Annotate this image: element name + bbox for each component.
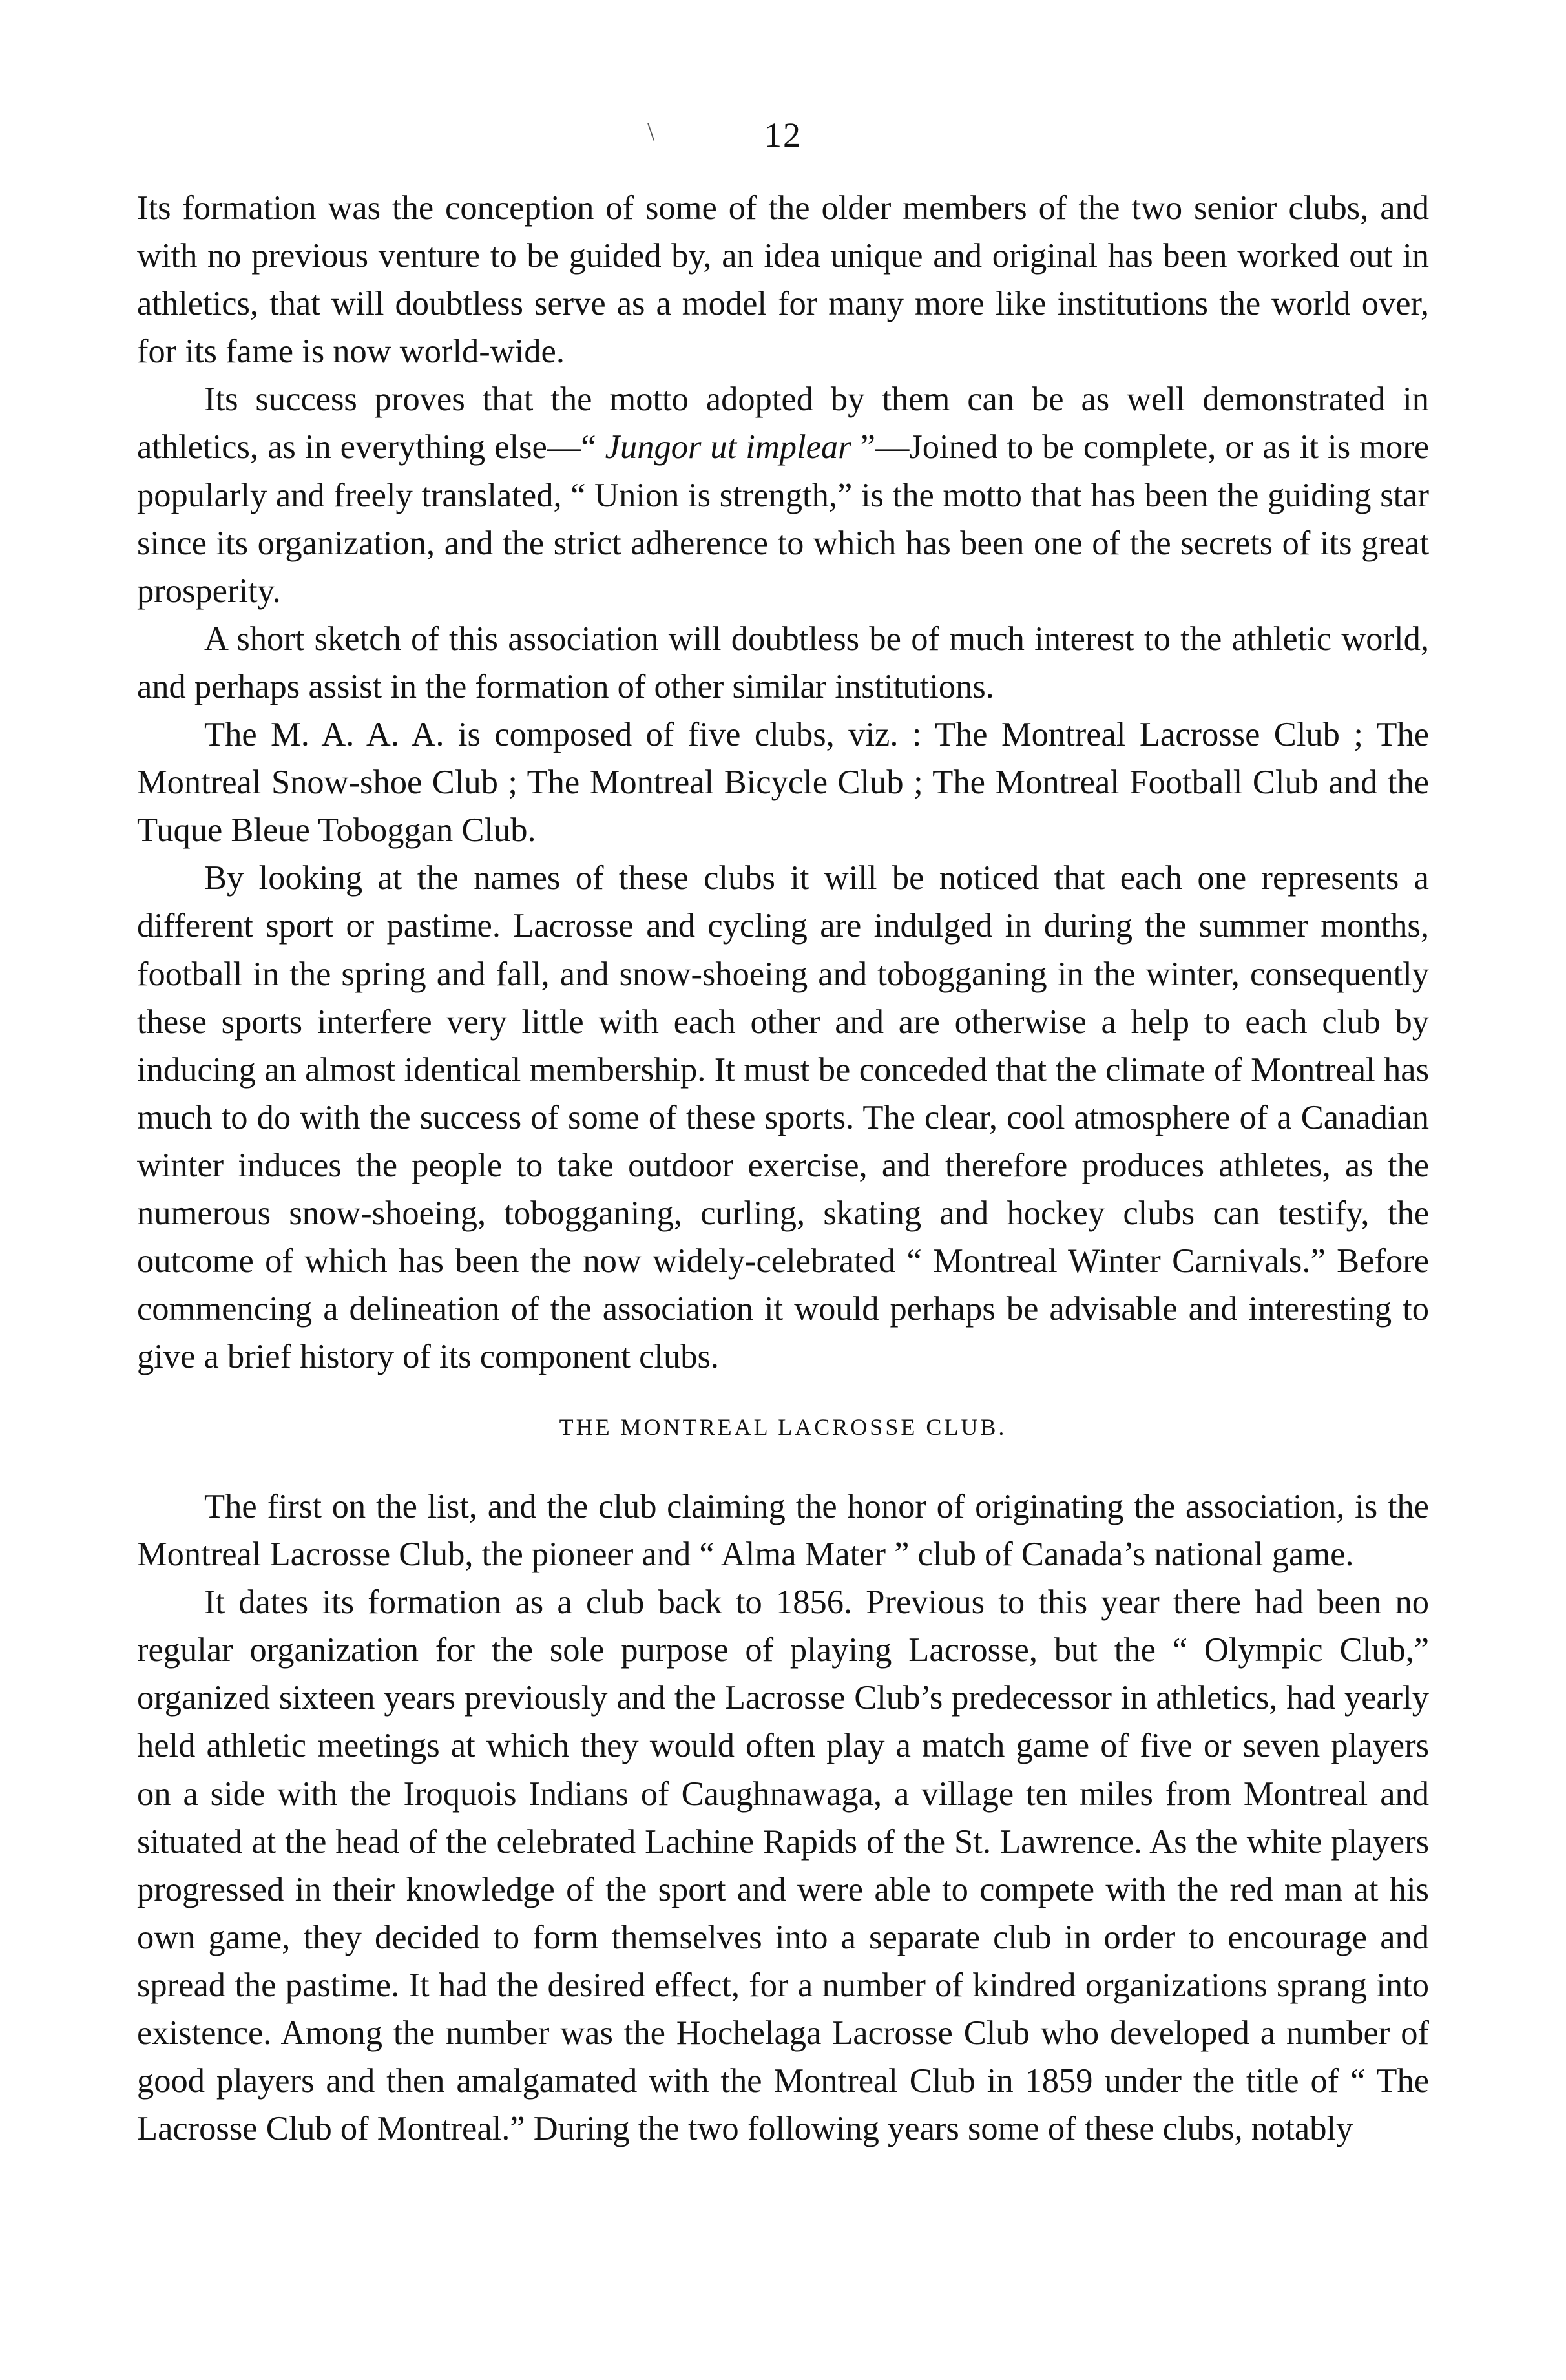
section-heading: THE MONTREAL LACROSSE CLUB. bbox=[559, 1414, 1007, 1440]
latin-motto: Jungor ut implear bbox=[605, 428, 851, 466]
paragraph: By looking at the names of these clubs it will be noticed that each one represents a different sport or pastime. Lacrosse and cycling are indulged in during the summer months, football in the spring and fall, and snow-shoeing and tobogganing in the winter, consequently these sports interfere very little with each other and are otherwise a help to each club by inducing an almost identical membership. It must be conceded that the climate of Montreal has much to do with the success of some of these sports. The clear, cool atmosphere of a Canadian winter induces the people to take outdoor exercise, and therefore produces athletes, as the numerous snow-shoeing, tobogganing, curling, skating and hockey clubs can testify, the outcome of which has been the now widely-celebrated “ Montreal Winter Carnivals.” Before commencing a delineation of the association it would perhaps be advisable and interesting to give a brief history of its component clubs. bbox=[137, 859, 1429, 1376]
body-text-lower bbox=[137, 1483, 1429, 2153]
body-text-upper bbox=[137, 184, 1429, 1381]
paragraph: Its formation was the conception of some of the older members of the two senior clubs, and with no previous venture to be guided by, an idea unique and original has been worked out in athletics, that will doubtless serve as a model for many more like institutions the world over, for its fame is now world-wide. bbox=[137, 189, 1429, 371]
paragraph: Its success proves that the motto adopted by them can be as well demonstrated in athletics, as in everything else—“ Jungor ut implear ”—Joined to be complete, or as it is more popularly and freely translated, “ Union is strength,” is the motto that has been the guiding star since its organization, and the strict adherence to which has been one of the secrets of its great prosperity. bbox=[137, 381, 1430, 610]
paragraph: The first on the list, and the club claiming the honor of originating the association, is the Montreal Lacrosse Club, the pioneer and “ Alma Mater ” club of Canada’s national game. bbox=[137, 1488, 1429, 1574]
stray-mark: \ bbox=[647, 117, 655, 146]
page-number: 12 bbox=[764, 116, 802, 154]
paragraph: It dates its formation as a club back to 1856. Previous to this year there had been no regular organization for the sole purpose of playing Lacrosse, but the “ Olympic Club,” organized sixteen years previously and the Lacrosse Club’s predecessor in athletics, had yearly held athletic meetings at which they would often play a match game of five or seven players on a side with the Iroquois Indians of Caughnawaga, a village ten miles from Montreal and situated at the head of the celebrated Lachine Rapids of the St. Lawrence. As the white players progressed in their knowledge of the sport and were able to compete with the red man at his own game, they decided to form themselves into a separate club in order to encourage and spread the pastime. It had the desired effect, for a number of kindred organizations sprang into existence. Among the number was the Hochelaga Lacrosse Club who developed a number of good players and then amalgamated with the Montreal Club in 1859 under the title of “ The Lacrosse Club of Montreal.” During the two following years some of these clubs, notably bbox=[137, 1583, 1429, 2148]
paragraph: The M. A. A. A. is composed of five clubs, viz. : The Montreal Lacrosse Club ; The Montreal Snow-shoe Club ; The Montreal Bicycle Club ; The Montreal Football Club and the Tuque Bleue Toboggan Club. bbox=[137, 716, 1429, 850]
paragraph: A short sketch of this association will doubtless be of much interest to the athletic world, and perhaps assist in the formation of other similar institutions. bbox=[137, 620, 1429, 705]
